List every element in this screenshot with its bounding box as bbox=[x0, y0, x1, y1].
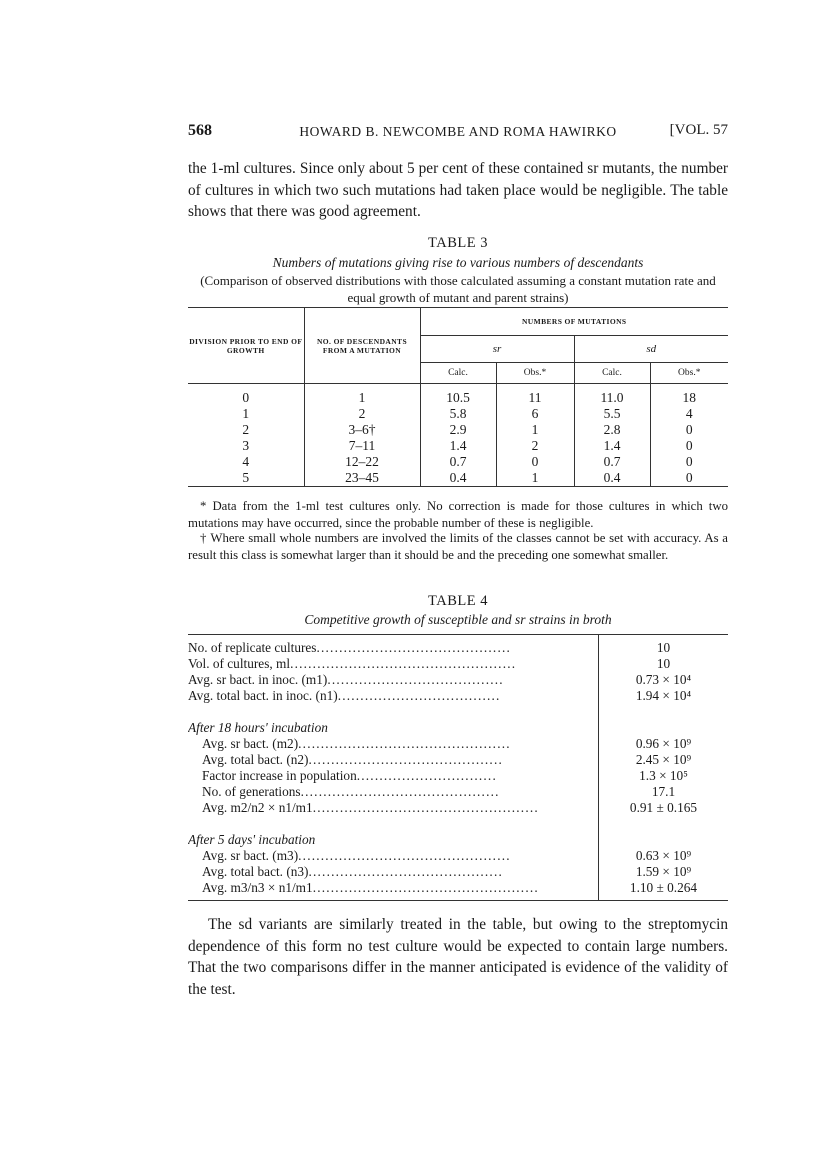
cell-sd-obs: 0 bbox=[650, 438, 728, 454]
row-value: 0.96 × 10⁹ bbox=[599, 736, 729, 752]
cell-sr-calc: 10.5 bbox=[420, 384, 496, 407]
row-label: Avg. sr bact. (m3)............................................... bbox=[202, 848, 511, 863]
cell-sd-obs: 0 bbox=[650, 454, 728, 470]
table-row bbox=[188, 800, 728, 816]
cell-division: 4 bbox=[242, 454, 250, 469]
table3-subtitle: (Comparison of observed distributions with those calculated assuming a constant mutation rate and equal growth of mutant and parent strains) bbox=[200, 273, 716, 305]
table-row bbox=[188, 880, 728, 901]
cell-descendants: 1 bbox=[304, 384, 420, 407]
table-row bbox=[188, 635, 728, 657]
col-header-sr-calc: Calc. bbox=[420, 363, 496, 384]
cell-sr-calc: 5.8 bbox=[420, 406, 496, 422]
row-value: 1.94 × 10⁴ bbox=[599, 688, 729, 704]
cell-division: 0 bbox=[242, 390, 250, 405]
cell-sd-calc: 5.5 bbox=[574, 406, 650, 422]
col-header-sr: sr bbox=[420, 336, 574, 363]
cell-sr-obs: 0 bbox=[496, 454, 574, 470]
cell-sr-obs: 11 bbox=[496, 384, 574, 407]
col-header-sd-obs: Obs.* bbox=[650, 363, 728, 384]
cell-descendants: 7–11 bbox=[304, 438, 420, 454]
row-value: 1.10 ± 0.264 bbox=[599, 880, 729, 901]
cell-sr-obs: 1 bbox=[496, 422, 574, 438]
table-row bbox=[188, 656, 728, 672]
cell-sd-obs: 0 bbox=[650, 470, 728, 487]
table-row bbox=[188, 864, 728, 880]
col-header-sd-calc: Calc. bbox=[574, 363, 650, 384]
cell-sd-obs: 18 bbox=[650, 384, 728, 407]
cell-sr-obs: 6 bbox=[496, 406, 574, 422]
table3 bbox=[188, 307, 728, 487]
cell-division: 5 bbox=[188, 470, 304, 487]
table3-label: TABLE 3 bbox=[428, 235, 488, 251]
cell-division: 1 bbox=[242, 406, 250, 421]
row-value: 0.73 × 10⁴ bbox=[599, 672, 729, 688]
table-row bbox=[188, 784, 728, 800]
row-value: 1.59 × 10⁹ bbox=[599, 864, 729, 880]
table-row bbox=[188, 406, 728, 422]
row-value: 1.3 × 10⁵ bbox=[599, 768, 729, 784]
row-label: No. of generations............................................ bbox=[202, 784, 500, 799]
table-row bbox=[188, 454, 728, 470]
table-row bbox=[188, 438, 728, 454]
cell-sr-obs: 1 bbox=[496, 470, 574, 487]
row-label: Vol. of cultures, ml.................................................. bbox=[188, 656, 517, 671]
section-heading bbox=[188, 832, 728, 848]
cell-sd-calc: 2.8 bbox=[574, 422, 650, 438]
running-head-authors: HOWARD B. NEWCOMBE AND ROMA HAWIRKO bbox=[299, 124, 617, 139]
table-row bbox=[188, 848, 728, 864]
table4 bbox=[188, 634, 728, 901]
row-value: 2.45 × 10⁹ bbox=[599, 752, 729, 768]
table3-title: Numbers of mutations giving rise to various numbers of descendants bbox=[272, 255, 644, 270]
cell-division: 3 bbox=[242, 438, 250, 453]
row-label: Avg. sr bact. in inoc. (m1)....................................... bbox=[188, 672, 504, 687]
running-header bbox=[188, 122, 728, 146]
cell-sd-obs: 4 bbox=[650, 406, 728, 422]
table3-footnote-dagger: † Where small whole numbers are involved the limits of the classes cannot be set with accuracy. As a result this class is somewhat larger than it should be and the preceding one somewhat smaller. bbox=[188, 531, 728, 562]
cell-descendants: 2 bbox=[304, 406, 420, 422]
section-heading bbox=[188, 720, 728, 736]
table-row bbox=[188, 768, 728, 784]
table-row bbox=[188, 752, 728, 768]
section-18h: After 18 hours' incubation bbox=[188, 720, 328, 735]
row-value: 10 bbox=[599, 656, 729, 672]
page-number: 568 bbox=[188, 122, 212, 139]
table4-label: TABLE 4 bbox=[428, 593, 488, 609]
table4-title: Competitive growth of susceptible and sr strains in broth bbox=[304, 612, 612, 627]
row-label: Avg. m2/n2 × n1/m1.................................................. bbox=[202, 800, 539, 815]
row-label: Avg. total bact. in inoc. (n1).................................... bbox=[188, 688, 501, 703]
cell-sr-calc: 0.7 bbox=[420, 454, 496, 470]
table3-footnote-star: * Data from the 1-ml test cultures only. No correction is made for those cultures in which two mutations may have occurred, since the probable number of these is negligible. bbox=[188, 499, 728, 530]
volume-label: [VOL. 57 bbox=[669, 122, 728, 138]
row-value: 10 bbox=[599, 635, 729, 657]
table-row bbox=[188, 672, 728, 688]
table-row bbox=[188, 422, 728, 438]
cell-descendants: 23–45 bbox=[304, 470, 420, 487]
cell-sd-calc: 1.4 bbox=[574, 438, 650, 454]
table-row bbox=[188, 470, 728, 487]
col-header-sd: sd bbox=[574, 336, 728, 363]
row-label: Avg. m3/n3 × n1/m1.................................................. bbox=[188, 880, 599, 901]
table-row bbox=[188, 384, 728, 407]
row-label: Avg. sr bact. (m2)............................................... bbox=[202, 736, 511, 751]
cell-sr-obs: 2 bbox=[496, 438, 574, 454]
table-row bbox=[188, 736, 728, 752]
cell-sd-calc: 0.4 bbox=[574, 470, 650, 487]
section-5d: After 5 days' incubation bbox=[188, 832, 316, 847]
row-label: Avg. total bact. (n3)........................................... bbox=[202, 864, 504, 879]
closing-paragraph: The sd variants are similarly treated in the table, but owing to the streptomycin dependence of this form no test culture would be expected to contain large numbers. That the two comparisons differ in the manner anticipated is evidence of the validity of the test. bbox=[188, 916, 728, 998]
row-value: 0.63 × 10⁹ bbox=[599, 848, 729, 864]
table-row bbox=[188, 688, 728, 704]
col-header-mutations: NUMBERS OF MUTATIONS bbox=[420, 308, 728, 336]
intro-paragraph: the 1-ml cultures. Since only about 5 per cent of these contained sr mutants, the number of cultures in which two such mutations had taken place would be negligible. The table shows that there was good agreement. bbox=[188, 160, 728, 220]
col-header-descendants: NO. OF DESCENDANTS FROM A MUTATION bbox=[304, 308, 420, 384]
cell-division: 2 bbox=[242, 422, 250, 437]
col-header-division: DIVISION PRIOR TO END OF GROWTH bbox=[188, 308, 304, 384]
cell-sr-calc: 0.4 bbox=[420, 470, 496, 487]
row-value: 0.91 ± 0.165 bbox=[599, 800, 729, 816]
cell-sr-calc: 2.9 bbox=[420, 422, 496, 438]
cell-descendants: 3–6† bbox=[304, 422, 420, 438]
cell-descendants: 12–22 bbox=[304, 454, 420, 470]
row-value: 17.1 bbox=[599, 784, 729, 800]
cell-sd-calc: 0.7 bbox=[574, 454, 650, 470]
row-label: No. of replicate cultures........................................... bbox=[188, 635, 599, 657]
col-header-sr-obs: Obs.* bbox=[496, 363, 574, 384]
cell-sr-calc: 1.4 bbox=[420, 438, 496, 454]
row-label: Factor increase in population............................... bbox=[202, 768, 497, 783]
row-label: Avg. total bact. (n2)........................................... bbox=[202, 752, 504, 767]
cell-sd-calc: 11.0 bbox=[574, 384, 650, 407]
cell-sd-obs: 0 bbox=[650, 422, 728, 438]
